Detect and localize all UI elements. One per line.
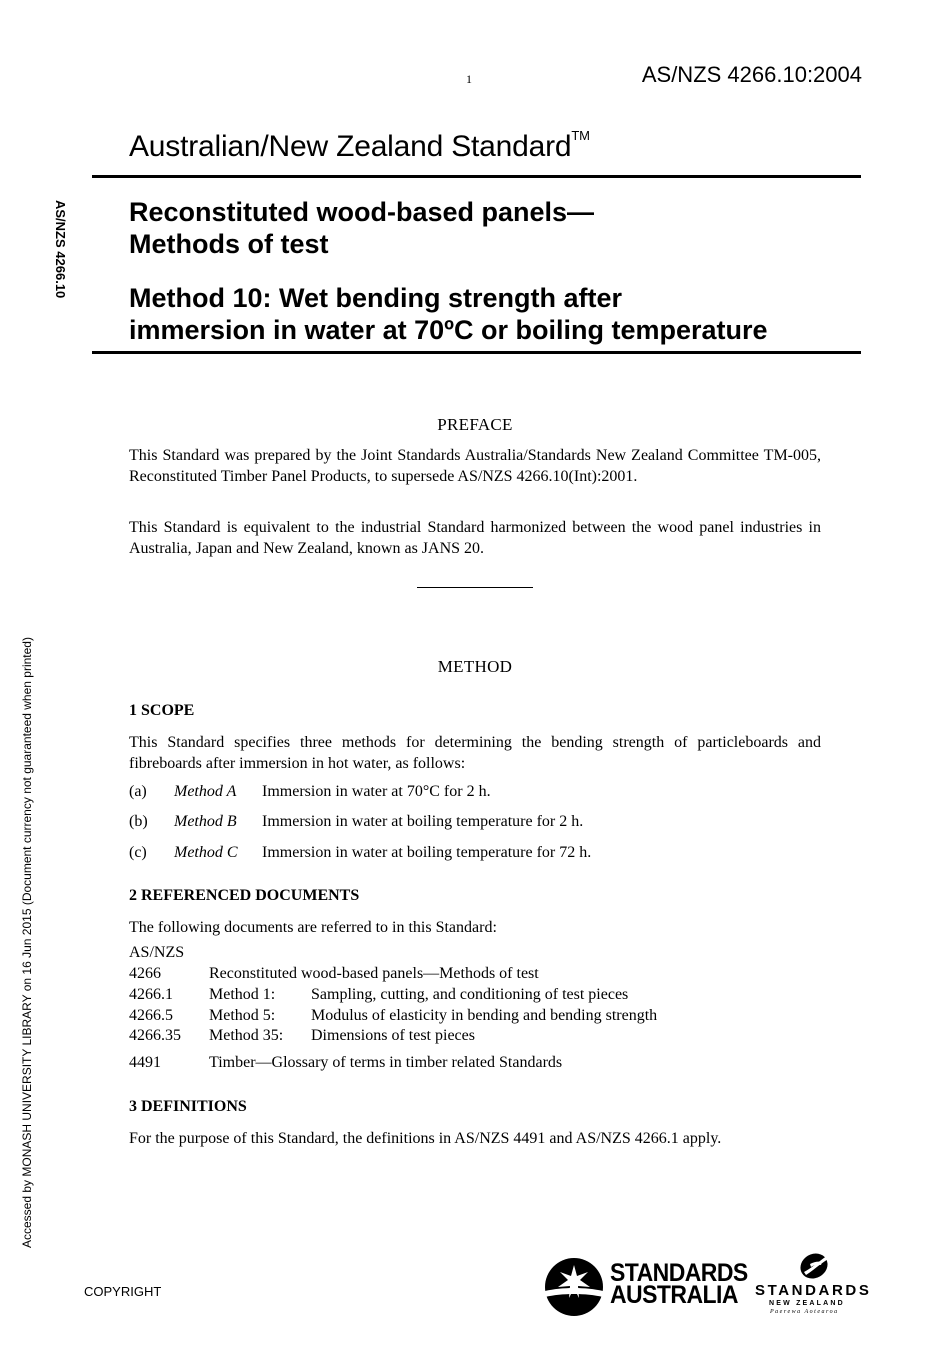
scope-paragraph: This Standard specifies three methods for determining the bending strength of particleboards and fibreboards after immersion in hot water, as follows: bbox=[129, 734, 821, 772]
list-item-description: Immersion in water at boiling temperature for 2 h. bbox=[262, 813, 584, 830]
preface-paragraph-2: This Standard is equivalent to the industrial Standard harmonized between the wood panel industries in Australia, Japan and New Zealand, known as JANS 20. bbox=[129, 519, 821, 557]
list-item-label: (b) bbox=[129, 813, 148, 830]
reference-title: Timber—Glossary of terms in timber related Standards bbox=[209, 1054, 563, 1071]
list-item-method: Method C bbox=[174, 844, 238, 861]
section-divider bbox=[417, 587, 533, 588]
title-rule-bottom bbox=[92, 351, 861, 354]
spine-label: AS/NZS 4266.10 bbox=[53, 200, 68, 299]
title-rule-top bbox=[92, 175, 861, 178]
definitions-heading: 3 DEFINITIONS bbox=[129, 1098, 247, 1115]
standards-new-zealand-wordmark: STANDARDS bbox=[755, 1282, 872, 1299]
copyright-label: COPYRIGHT bbox=[84, 1284, 162, 1299]
references-group-label: AS/NZS bbox=[129, 944, 185, 961]
preface-paragraph-1: This Standard was prepared by the Joint Standards Australia/Standards New Zealand Committee TM-005, Reconstituted Timber Panel Products, to supersede AS/NZS 4266.10(Int):2001. bbox=[129, 447, 821, 485]
standards-new-zealand-maori-name: Paerewa Aotearoa bbox=[770, 1309, 839, 1315]
reference-title: Modulus of elasticity in bending and bending strength bbox=[311, 1007, 658, 1024]
sa-wordmark-line-1: STANDARDS bbox=[610, 1259, 748, 1287]
trademark-mark: TM bbox=[571, 128, 590, 143]
document-code: AS/NZS 4266.10:2004 bbox=[641, 62, 862, 87]
sa-wordmark-line-2: AUSTRALIA bbox=[610, 1281, 738, 1309]
page-number: 1 bbox=[466, 72, 472, 86]
reference-title: Sampling, cutting, and conditioning of test pieces bbox=[311, 986, 629, 1003]
access-note: Accessed by MONASH UNIVERSITY LIBRARY on 16 Jun 2015 (Document currency not guaranteed when printed) bbox=[20, 637, 34, 1248]
reference-code: 4266 bbox=[129, 965, 161, 982]
standard-heading bbox=[129, 130, 590, 164]
references-intro: The following documents are referred to in this Standard: bbox=[129, 919, 497, 936]
list-item-method: Method B bbox=[174, 813, 237, 830]
method-title-line-1: Method 10: Wet bending strength after bbox=[129, 283, 623, 313]
reference-code: 4491 bbox=[129, 1054, 161, 1071]
scope-heading: 1 SCOPE bbox=[129, 702, 195, 719]
reference-method: Method 5: bbox=[209, 1007, 276, 1024]
standards-australia-logo-icon bbox=[544, 1257, 604, 1317]
definitions-paragraph: For the purpose of this Standard, the definitions in AS/NZS 4491 and AS/NZS 4266.1 apply. bbox=[129, 1130, 722, 1147]
method-title bbox=[129, 282, 768, 346]
preface-heading: PREFACE bbox=[437, 415, 513, 434]
reference-method: Method 1: bbox=[209, 986, 276, 1003]
title-line-2: Methods of test bbox=[129, 229, 329, 259]
list-item-label: (c) bbox=[129, 844, 147, 861]
method-heading: METHOD bbox=[437, 657, 513, 676]
reference-title: Reconstituted wood-based panels—Methods of test bbox=[209, 965, 539, 982]
list-item-method: Method A bbox=[174, 783, 237, 800]
reference-title: Dimensions of test pieces bbox=[311, 1027, 475, 1044]
document-title bbox=[129, 196, 594, 260]
title-line-1: Reconstituted wood-based panels— bbox=[129, 197, 595, 227]
standards-new-zealand-logo-icon bbox=[790, 1250, 838, 1282]
reference-code: 4266.35 bbox=[129, 1027, 181, 1044]
reference-method: Method 35: bbox=[209, 1027, 284, 1044]
reference-code: 4266.1 bbox=[129, 986, 173, 1003]
list-item-description: Immersion in water at boiling temperature for 72 h. bbox=[262, 844, 592, 861]
standards-new-zealand-subtitle: NEW ZEALAND bbox=[769, 1300, 845, 1307]
standard-heading-text: Australian/New Zealand Standard bbox=[129, 130, 572, 163]
method-title-line-2: immersion in water at 70ºC or boiling temperature bbox=[129, 315, 768, 345]
list-item-label: (a) bbox=[129, 783, 147, 800]
standards-australia-wordmark bbox=[610, 1259, 748, 1309]
list-item-description: Immersion in water at 70°C for 2 h. bbox=[262, 783, 491, 800]
references-heading: 2 REFERENCED DOCUMENTS bbox=[129, 887, 360, 904]
reference-code: 4266.5 bbox=[129, 1007, 173, 1024]
